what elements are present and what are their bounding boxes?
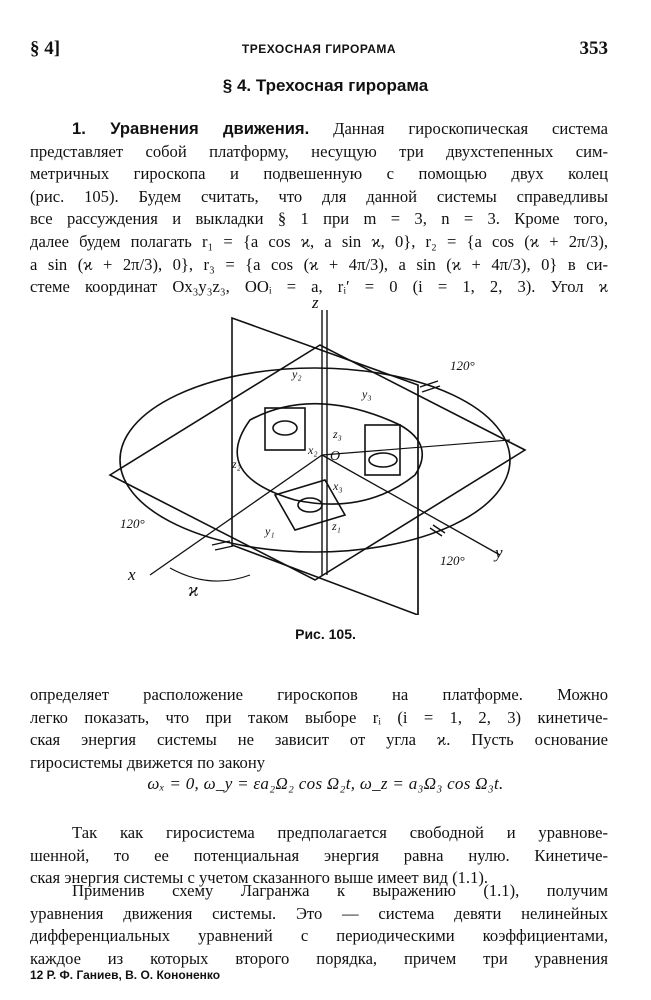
page-number: 353 xyxy=(579,38,608,59)
figure-caption: Рис. 105. xyxy=(295,626,356,642)
text-line: определяет расположение гироскопов на платформе. Можно xyxy=(30,685,608,704)
label-z2: z₂ xyxy=(232,457,241,471)
kappa-arc xyxy=(170,568,250,581)
footer-signature: 12 Р. Ф. Ганиев, В. О. Кононенко xyxy=(30,968,221,982)
paragraph-lagrange xyxy=(30,880,608,970)
figure-105-gyro-platform xyxy=(100,290,560,615)
label-y: y xyxy=(495,543,503,562)
label-z: z xyxy=(312,293,319,312)
label-angle-top: 120° xyxy=(450,358,475,373)
text-line: далее будем полагать r₁ = {a cos ϰ, a sin ϰ, 0}, r₂ = {a cos (ϰ + 2π/3), xyxy=(30,231,608,251)
label-z1: z₁ xyxy=(332,519,341,533)
label-y3: y₃ xyxy=(362,387,372,401)
label-y1: y₁ xyxy=(265,524,275,538)
text-line: стеме координат Ox₃y₃z₃, OOᵢ = a, rᵢ′ = 0 (i = 1, 2, 3). Угол ϰ xyxy=(30,277,608,297)
formula-base-motion: ωₓ = 0, ω_y = εa₂Ω₂ cos Ω₂t, ω_z = a₃Ω₃ cos Ω₃t. xyxy=(147,774,504,793)
text-line xyxy=(30,118,608,141)
paragraph-equations-of-motion xyxy=(30,118,608,299)
text-line: уравнения движения системы. Это — система девяти нелинейных xyxy=(30,903,608,923)
paragraph-kinetic-energy xyxy=(30,684,608,774)
text-line: представляет собой платформу, несущую три двухстепенных сим- xyxy=(30,141,608,161)
figure-drawing xyxy=(100,290,560,615)
text-line: все рассуждения и выкладки § 1 при m = 3, n = 3. Кроме того, xyxy=(30,209,608,229)
text-line: дифференциальных уравнений с периодическими коэффициентами, xyxy=(30,926,608,946)
text-line: ская энергия системы с учетом сказанного выше имеет вид (1.1). xyxy=(30,868,489,888)
running-title: ТРЕХОСНАЯ ГИРОРАМА xyxy=(241,42,397,56)
label-angle-bottom: 120° xyxy=(440,553,465,568)
running-head xyxy=(30,38,608,64)
text-line: Так как гиросистема предполагается свободной и уравнове- xyxy=(72,823,608,842)
label-origin: O xyxy=(330,449,341,464)
label-x2: x₂ xyxy=(308,443,318,457)
text-line: (рис. 105). Будем считать, что для данной системы справедливы xyxy=(30,186,608,206)
x-axis xyxy=(150,455,322,575)
label-angle-left: 120° xyxy=(120,516,145,531)
text-line: ская энергия системы не зависит от угла ϰ. Пусть основание xyxy=(30,730,608,750)
text-line: гиросистемы движется по закону xyxy=(30,752,266,772)
label-x: x xyxy=(128,565,136,584)
platform-plane xyxy=(110,345,525,580)
text-line: метричных гироскопа и подвешенную с помощью двух колец xyxy=(30,164,608,184)
label-x3: x₃ xyxy=(333,479,343,493)
text-line: a sin (ϰ + 2π/3), 0}, r₃ = {a cos (ϰ + 4π/3), a sin (ϰ + 4π/3), 0} в си- xyxy=(30,254,608,274)
gyro-frame-2 xyxy=(265,408,305,450)
text-line: Применив схему Лагранжа к выражению (1.1), получим xyxy=(72,881,608,900)
run-in-heading: 1. Уравнения движения. xyxy=(72,119,310,138)
text-line-content: Данная гироскопическая система xyxy=(309,119,608,138)
text-line: легко показать, что при таком выборе rᵢ (i = 1, 2, 3) кинетиче- xyxy=(30,707,608,727)
section-title: § 4. Трехосная гирорама xyxy=(222,76,429,95)
text-line: шенной, то ее потенциальная энергия равна нулю. Кинетиче- xyxy=(30,845,608,865)
label-z3: z₃ xyxy=(333,427,342,441)
label-y2: y₂ xyxy=(292,367,302,381)
text-line: каждое из которых второго порядка, причем три уравнения xyxy=(30,948,608,968)
label-kappa: ϰ xyxy=(188,580,199,601)
section-mark: § 4] xyxy=(30,38,61,59)
